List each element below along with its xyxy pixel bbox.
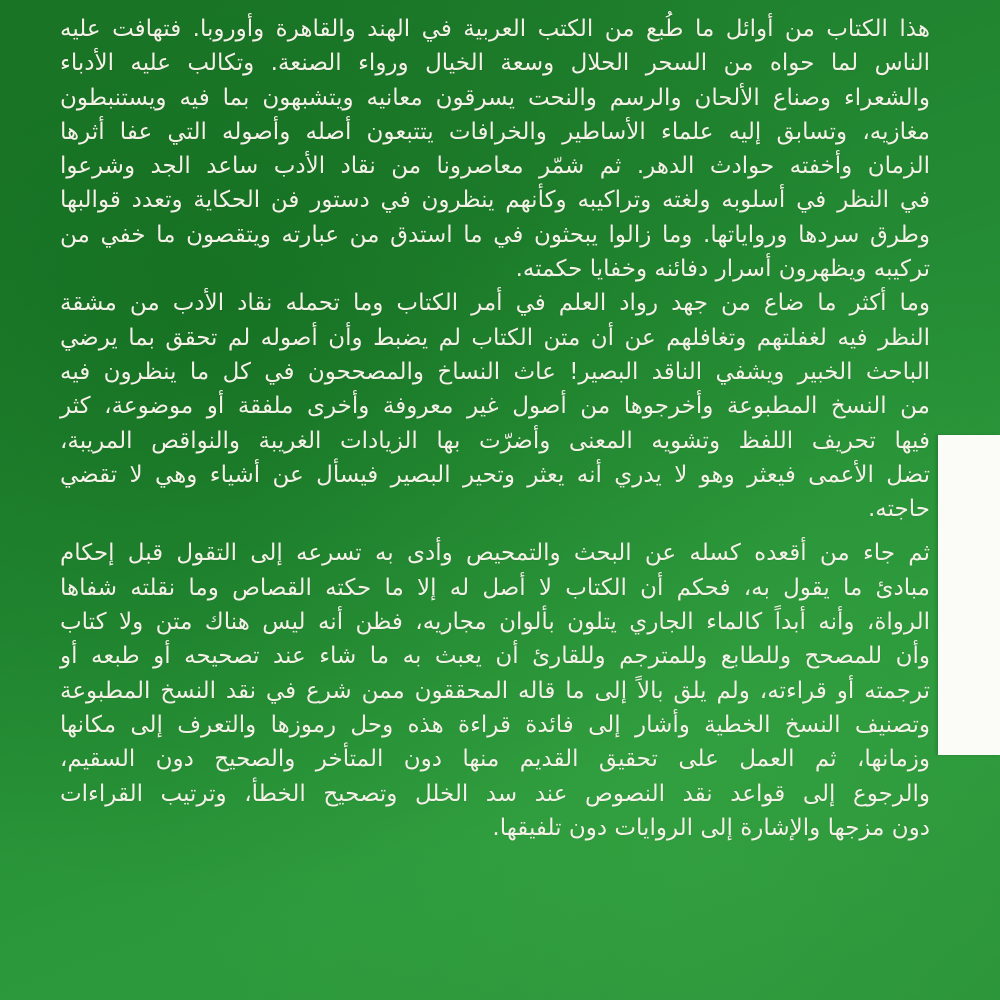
text-line: مبادئ ما يقول به، فحكم أن الكتاب لا أصل له إلا ما حكته القصاص وما نقلته شفاها <box>60 574 930 601</box>
text-line: الناس لما حواه من السحر الحلال وسعة الخيال ورواء الصنعة. وتكالب عليه الأدباء <box>60 50 930 77</box>
text-line: تركيبه ويظهرون أسرار دفائنه وخفايا حكمته. <box>515 256 930 283</box>
text-line: حاجته. <box>867 496 930 523</box>
text-line: تضل الأعمى فيعثر وهو لا يدري أنه يعثر وتحير البصير فيسأل عن أشياء وهي لا تقضي <box>60 461 930 488</box>
text-line: مغازيه، وتسابق إليه علماء الأساطير والخرافات يتتبعون أصله وأصوله التي عفا أثرها <box>60 118 930 145</box>
text-line: وما أكثر ما ضاع من جهد رواد العلم في أمر الكتاب وما تحمله نقاد الأدب من مشقة <box>60 290 930 317</box>
text-line: ترجمته أو قراءته، ولم يلق بالاً إلى ما قاله المحققون ممن شرع في نقد النسخ المطبوعة <box>60 677 930 704</box>
text-line: الرواة، وأنه أبداً كالماء الجاري يتلون بألوان مجاريه، فظن أنه ليس هناك متن ولا كتاب <box>60 609 930 636</box>
text-line: فيها تحريف اللفظ وتشويه المعنى وأضرّت بها الزيادات الغريبة والنواقص المريبة، <box>60 427 930 454</box>
paragraph-2 <box>60 286 930 526</box>
text-line: ثم جاء من أقعده كسله عن البحث والتمحيص وأدى به تسرعه إلى التقول قبل إحكام <box>60 540 930 567</box>
text-line: والرجوع إلى قواعد نقد النصوص عند سد الخلل وتصحيح الخطأ، وترتيب القراءات <box>60 780 930 807</box>
text-line: وزمانها، ثم العمل على تحقيق القديم منها دون المتأخر والصحيح دون السقيم، <box>60 746 930 773</box>
text-line: من النسخ المطبوعة وأخرجوها من أصول غير معروفة وأخرى ملفقة أو موضوعة، كثر <box>60 393 930 420</box>
text-line: الباحث الخبير ويشفي الناقد البصير! عاث النساخ والمصححون في كل ما ينظرون فيه <box>60 358 930 385</box>
text-line: والشعراء وصناع الألحان والرسم والنحت يسرقون معانيه ويتشبهون بما فيه ويستنبطون <box>60 84 930 111</box>
paragraph-3 <box>60 536 930 845</box>
white-paper-tab <box>938 435 1000 755</box>
paragraph-gap <box>60 526 930 536</box>
paragraph-1 <box>60 12 930 286</box>
text-line: هذا الكتاب من أوائل ما طُبع من الكتب العربية في الهند والقاهرة وأوروبا. فتهافت عليه <box>60 16 930 42</box>
text-line: في النظر في أسلوبه ولغته وتراكيبه وكأنهم ينظرون في دستور فن الحكاية وتعدد قوالبها <box>60 187 930 214</box>
text-line: وأن للمصحح وللطابع وللمترجم وللقارئ أن يعبث به ما شاء عند تصحيحه أو طبعه أو <box>60 643 930 670</box>
text-line: النظر فيه لغفلتهم وتغافلهم عن أن متن الكتاب لم يضبط وأن أصوله لم تحقق بما يرضي <box>60 324 930 351</box>
text-line: وتصنيف النسخ الخطية وأشار إلى فائدة قراءة هذه وحل رموزها والتعرف إلى مكانها <box>60 711 930 738</box>
text-line: دون مزجها والإشارة إلى الروايات دون تلفيقها. <box>492 814 930 841</box>
text-line: الزمان وأخفته حوادث الدهر. ثم شمّر معاصرونا من نقاد الأدب ساعد الجد وشرعوا <box>60 153 930 180</box>
text-line: وطرق سردها ورواياتها. وما زالوا يبحثون في ما استدق من عبارته ويتقصون ما خفي من <box>60 221 930 248</box>
cover-text <box>60 12 930 845</box>
